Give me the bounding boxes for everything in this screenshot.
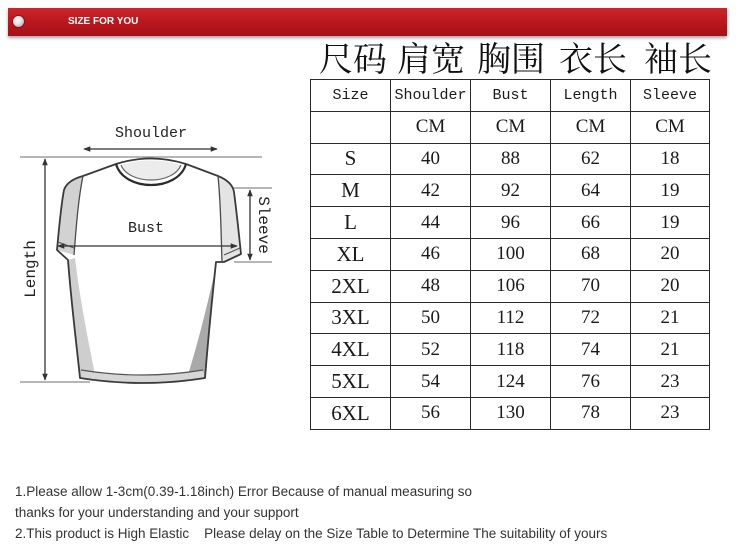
shoulder-cell: 46 <box>391 238 471 270</box>
shoulder-cell: 50 <box>391 302 471 334</box>
unit-shoulder: CM <box>391 111 471 143</box>
t-shirt-diagram <box>0 110 300 400</box>
sleeve-cell: 21 <box>631 302 710 334</box>
sleeve-label: Sleeve <box>254 196 272 254</box>
length-cell: 78 <box>551 397 631 429</box>
size-row <box>311 238 710 270</box>
shoulder-cell: 56 <box>391 397 471 429</box>
header-banner <box>8 8 727 36</box>
heading-word-shoulder: 肩宽 <box>397 40 465 80</box>
length-cell: 66 <box>551 207 631 239</box>
heading-word-bust: 胸围 <box>477 40 545 80</box>
shoulder-cell: 52 <box>391 334 471 366</box>
t-shirt-icon <box>57 159 241 384</box>
bullet-circle-icon <box>13 16 24 27</box>
size-cell: 2XL <box>311 270 391 302</box>
shoulder-cell: 44 <box>391 207 471 239</box>
size-table <box>310 79 710 430</box>
length-cell: 62 <box>551 143 631 175</box>
size-cell: 6XL <box>311 397 391 429</box>
size-cell: M <box>311 175 391 207</box>
bust-cell: 124 <box>471 366 551 398</box>
sleeve-cell: 23 <box>631 366 710 398</box>
length-cell: 68 <box>551 238 631 270</box>
header-bust: Bust <box>471 80 551 112</box>
unit-sleeve: CM <box>631 111 710 143</box>
size-cell: 5XL <box>311 366 391 398</box>
size-cell: XL <box>311 238 391 270</box>
size-cell: 3XL <box>311 302 391 334</box>
units-blank-cell <box>311 111 391 143</box>
length-cell: 72 <box>551 302 631 334</box>
bust-label: Bust <box>128 220 165 237</box>
bust-cell: 88 <box>471 143 551 175</box>
sleeve-cell: 19 <box>631 175 710 207</box>
size-row <box>311 334 710 366</box>
shoulder-cell: 54 <box>391 366 471 398</box>
size-row <box>311 366 710 398</box>
header-shoulder: Shoulder <box>391 80 471 112</box>
sleeve-cell: 19 <box>631 207 710 239</box>
size-cell: L <box>311 207 391 239</box>
note-line: 2.This product is High Elastic Please delay on the Size Table to Determine The suitability of yours <box>15 526 608 541</box>
sleeve-cell: 23 <box>631 397 710 429</box>
bust-cell: 106 <box>471 270 551 302</box>
length-cell: 74 <box>551 334 631 366</box>
units-row <box>311 111 710 143</box>
header-sleeve: Sleeve <box>631 80 710 112</box>
sleeve-cell: 21 <box>631 334 710 366</box>
shoulder-cell: 48 <box>391 270 471 302</box>
shoulder-label: Shoulder <box>115 125 188 142</box>
size-cell: 4XL <box>311 334 391 366</box>
unit-length: CM <box>551 111 631 143</box>
size-row <box>311 175 710 207</box>
size-row <box>311 397 710 429</box>
bust-cell: 112 <box>471 302 551 334</box>
note-line: thanks for your understanding and your support <box>15 505 299 520</box>
sleeve-cell: 20 <box>631 238 710 270</box>
size-row <box>311 143 710 175</box>
note-line: 1.Please allow 1-3cm(0.39-1.18inch) Error Because of manual measuring so <box>15 484 472 499</box>
header-row <box>311 80 710 112</box>
shoulder-cell: 40 <box>391 143 471 175</box>
heading-word-size: 尺码 <box>319 40 387 80</box>
header-size: Size <box>311 80 391 112</box>
length-cell: 70 <box>551 270 631 302</box>
heading-word-length: 衣长 <box>559 40 627 80</box>
sleeve-cell: 20 <box>631 270 710 302</box>
bust-cell: 118 <box>471 334 551 366</box>
banner-title: SIZE FOR YOU <box>68 16 139 27</box>
size-row <box>311 207 710 239</box>
bust-cell: 130 <box>471 397 551 429</box>
shoulder-cell: 42 <box>391 175 471 207</box>
length-label: Length <box>22 240 40 298</box>
unit-bust: CM <box>471 111 551 143</box>
length-cell: 76 <box>551 366 631 398</box>
heading-word-sleeve: 袖长 <box>644 40 712 80</box>
size-row <box>311 270 710 302</box>
size-row <box>311 302 710 334</box>
bust-cell: 100 <box>471 238 551 270</box>
bust-cell: 96 <box>471 207 551 239</box>
sleeve-cell: 18 <box>631 143 710 175</box>
length-cell: 64 <box>551 175 631 207</box>
notes <box>15 481 607 544</box>
bust-cell: 92 <box>471 175 551 207</box>
size-table-body <box>311 80 710 430</box>
header-length: Length <box>551 80 631 112</box>
size-cell: S <box>311 143 391 175</box>
